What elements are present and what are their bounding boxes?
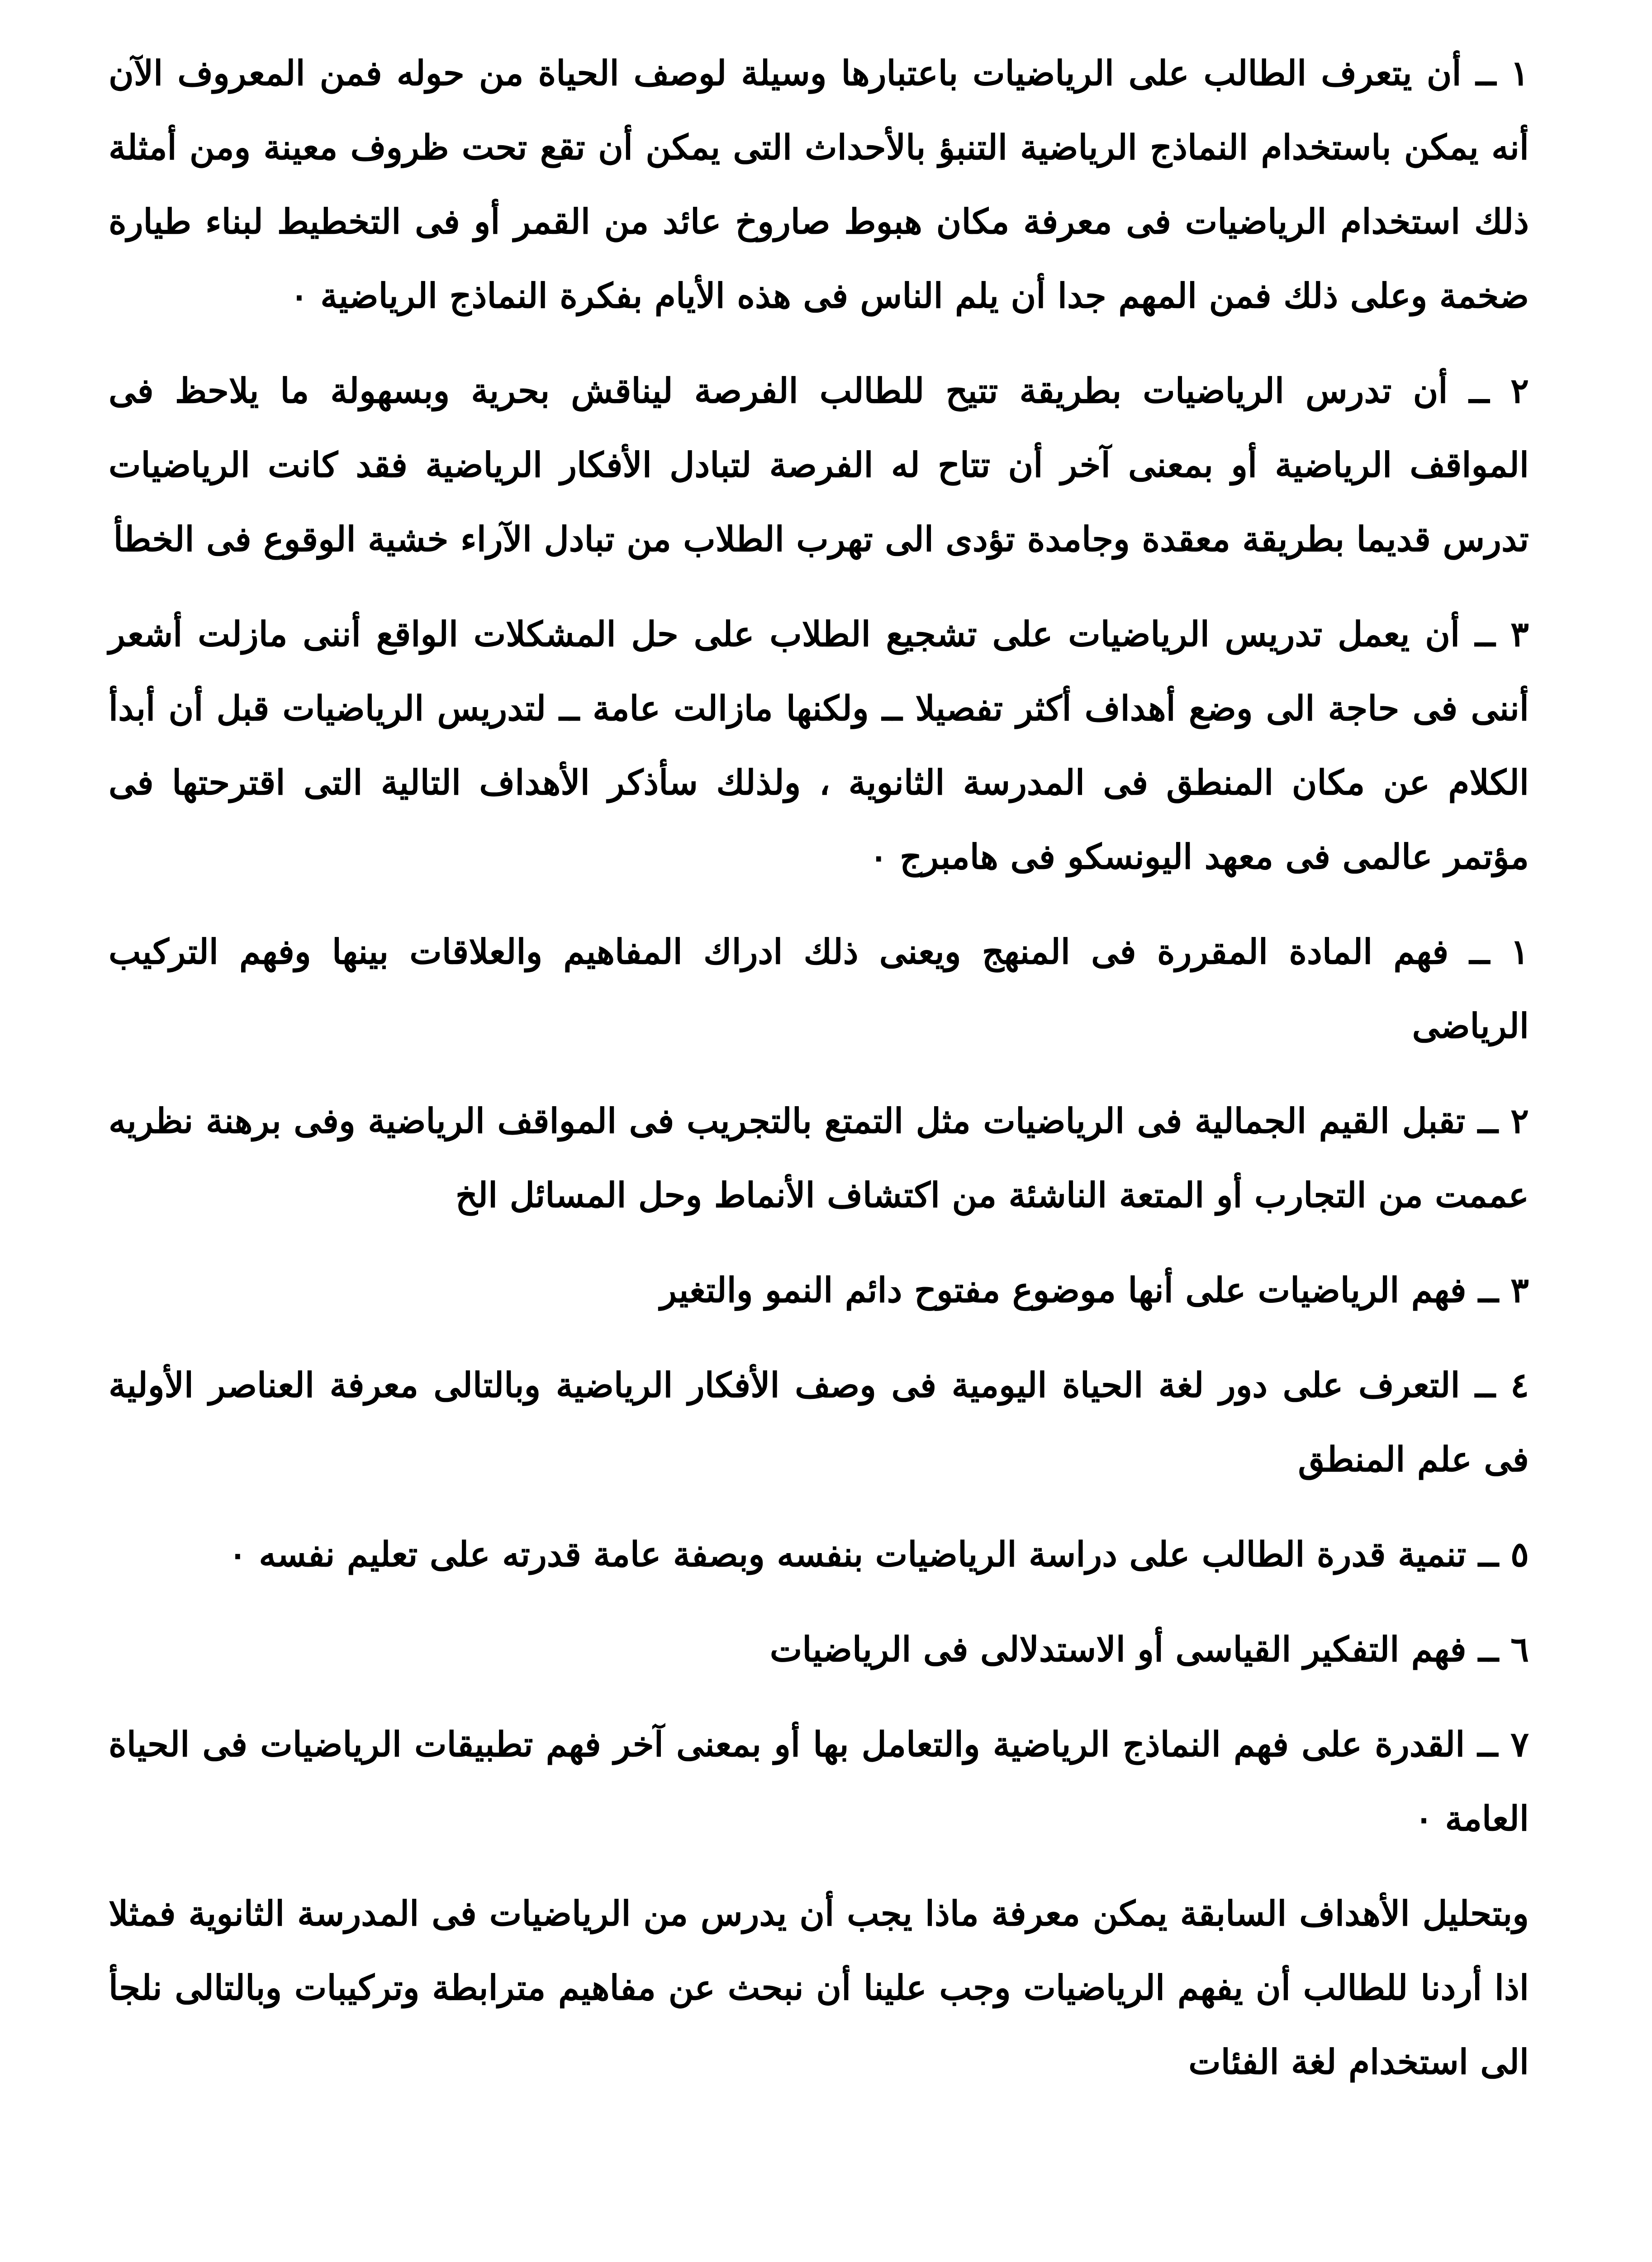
paragraph-goal-2: ٢ ــ أن تدرس الرياضيات بطريقة تتيح للطالب الفرصة ليناقش بحرية وبسهولة ما يلاحظ فى المواقف الرياضية أو بمعنى آخر أن تتاح له الفرصة لتبادل الأفكار الرياضية فقد كانت الرياضيات تدرس قديما بطريقة معقدة وجامدة تؤدى الى تهرب الطلاب من تبادل الآراء خشية الوقوع فى الخطأ (109, 371, 1529, 559)
paragraph-objective-4: ٤ ــ التعرف على دور لغة الحياة اليومية فى وصف الأفكار الرياضية وبالتالى معرفة العناصر الأولية فى علم المنطق (109, 1365, 1529, 1479)
paragraph-objective-6: ٦ ــ فهم التفكير القياسى أو الاستدلالى فى الرياضيات (769, 1629, 1529, 1669)
paragraph-objective-1: ١ ــ فهم المادة المقررة فى المنهج ويعنى ذلك ادراك المفاهيم والعلاقات بينها وفهم التركيب الرياضى (109, 931, 1529, 1046)
paragraph-objective-5: ٥ ــ تنمية قدرة الطالب على دراسة الرياضيات بنفسه وبصفة عامة قدرته على تعليم نفسه ٠ (228, 1534, 1529, 1574)
paragraph-objective-7: ٧ ــ القدرة على فهم النماذج الرياضية والتعامل بها أو بمعنى آخر فهم تطبيقات الرياضيات فى الحياة العامة ٠ (109, 1724, 1529, 1839)
document-page (109, 36, 1529, 2262)
paragraph-conclusion: وبتحليل الأهداف السابقة يمكن معرفة ماذا يجب أن يدرس من الرياضيات فى المدرسة الثانوية فمثلا اذا أردنا للطالب أن يفهم الرياضيات وجب علينا أن نبحث عن مفاهيم مترابطة وتركيبات وبالتالى نلجأ الى استخدام لغة الفئات (109, 1893, 1529, 2082)
paragraph-goal-1: ١ ــ أن يتعرف الطالب على الرياضيات باعتبارها وسيلة لوصف الحياة من حوله فمن المعروف الآن أنه يمكن باستخدام النماذج الرياضية التنبؤ بالأحداث التى يمكن أن تقع تحت ظروف معينة ومن أمثلة ذلك استخدام الرياضيات فى معرفة مكان هبوط صاروخ عائد من القمر أو فى التخطيط لبناء طيارة ضخمة وعلى ذلك فمن المهم جدا أن يلم الناس فى هذه الأيام بفكرة النماذج الرياضية ٠ (109, 53, 1529, 316)
paragraph-objective-3: ٣ ــ فهم الرياضيات على أنها موضوع مفتوح دائم النمو والتغير (660, 1270, 1529, 1310)
paragraph-objective-2: ٢ ــ تقبل القيم الجمالية فى الرياضيات مثل التمتع بالتجريب فى المواقف الرياضية وفى برهنة نظريه عممت من التجارب أو المتعة الناشئة من اكتشاف الأنماط وحل المسائل الخ (109, 1101, 1529, 1215)
paragraph-goal-3: ٣ ــ أن يعمل تدريس الرياضيات على تشجيع الطلاب على حل المشكلات الواقع أننى مازلت أشعر أننى فى حاجة الى وضع أهداف أكثر تفصيلا ــ ولكنها مازالت عامة ــ لتدريس الرياضيات قبل أن أبدأ الكلام عن مكان المنطق فى المدرسة الثانوية ، ولذلك سأذكر الأهداف التالية التى اقترحتها فى مؤتمر عالمى فى معهد اليونسكو فى هامبرج ٠ (109, 614, 1529, 877)
